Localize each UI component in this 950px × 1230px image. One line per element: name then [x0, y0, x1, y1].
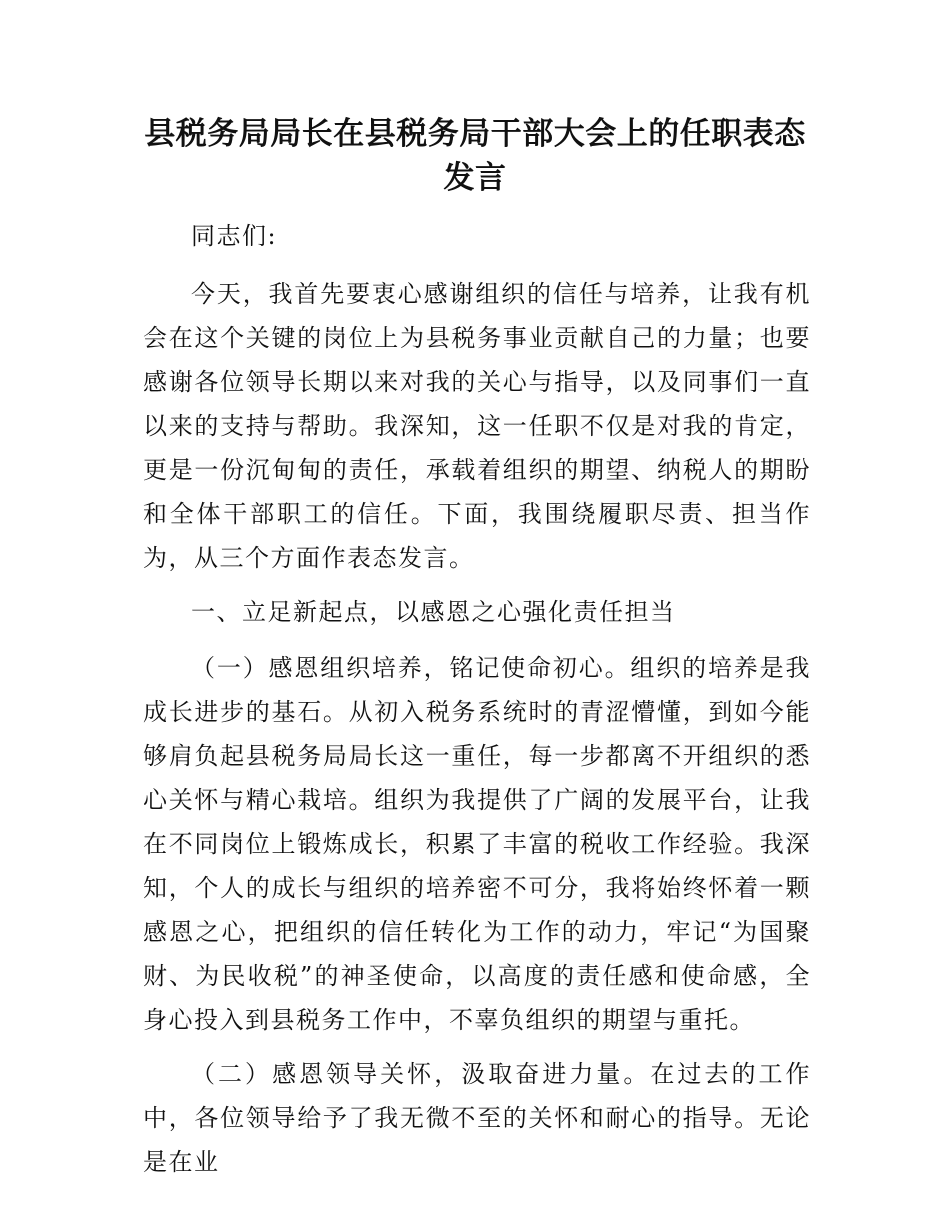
- paragraph-intro: 今天，我首先要衷心感谢组织的信任与培养，让我有机会在这个关键的岗位上为县税务事业贡献自己的力量；也要感谢各位领导长期以来对我的关心与指导，以及同事们一直以来的支持与帮助。我深知，这一任职不仅是对我的肯定，更是一份沉甸甸的责任，承载着组织的期望、纳税人的期盼和全体干部职工的信任。下面，我围绕履职尽责、担当作为，从三个方面作表态发言。: [143, 280, 811, 572]
- salutation: 同志们:: [191, 222, 278, 250]
- paragraph-subsection-1: （一）感恩组织培养，铭记使命初心。组织的培养是我成长进步的基石。从初入税务系统时的青涩懵懂，到如今能够肩负起县税务局局长这一重任，每一步都离不开组织的悉心关怀与精心栽培。组织为我提供了广阔的发展平台，让我在不同岗位上锻炼成长，积累了丰富的税收工作经验。我深知，个人的成长与组织的培养密不可分，我将始终怀着一颗感恩之心，把组织的信任转化为工作的动力，牢记“为国聚财、为民收税”的神圣使命，以高度的责任感和使命感，全身心投入到县税务工作中，不辜负组织的期望与重托。: [143, 654, 811, 1034]
- document-body: [143, 214, 811, 1194]
- section-heading-1: 一、立足新起点，以感恩之心强化责任担当: [191, 598, 676, 626]
- paragraph-subsection-2: （二）感恩领导关怀，汲取奋进力量。在过去的工作中，各位领导给予了我无微不至的关怀和耐心的指导。无论是在业: [143, 1060, 811, 1176]
- document-title: 县税务局局长在县税务局干部大会上的任职表态发言: [144, 116, 806, 196]
